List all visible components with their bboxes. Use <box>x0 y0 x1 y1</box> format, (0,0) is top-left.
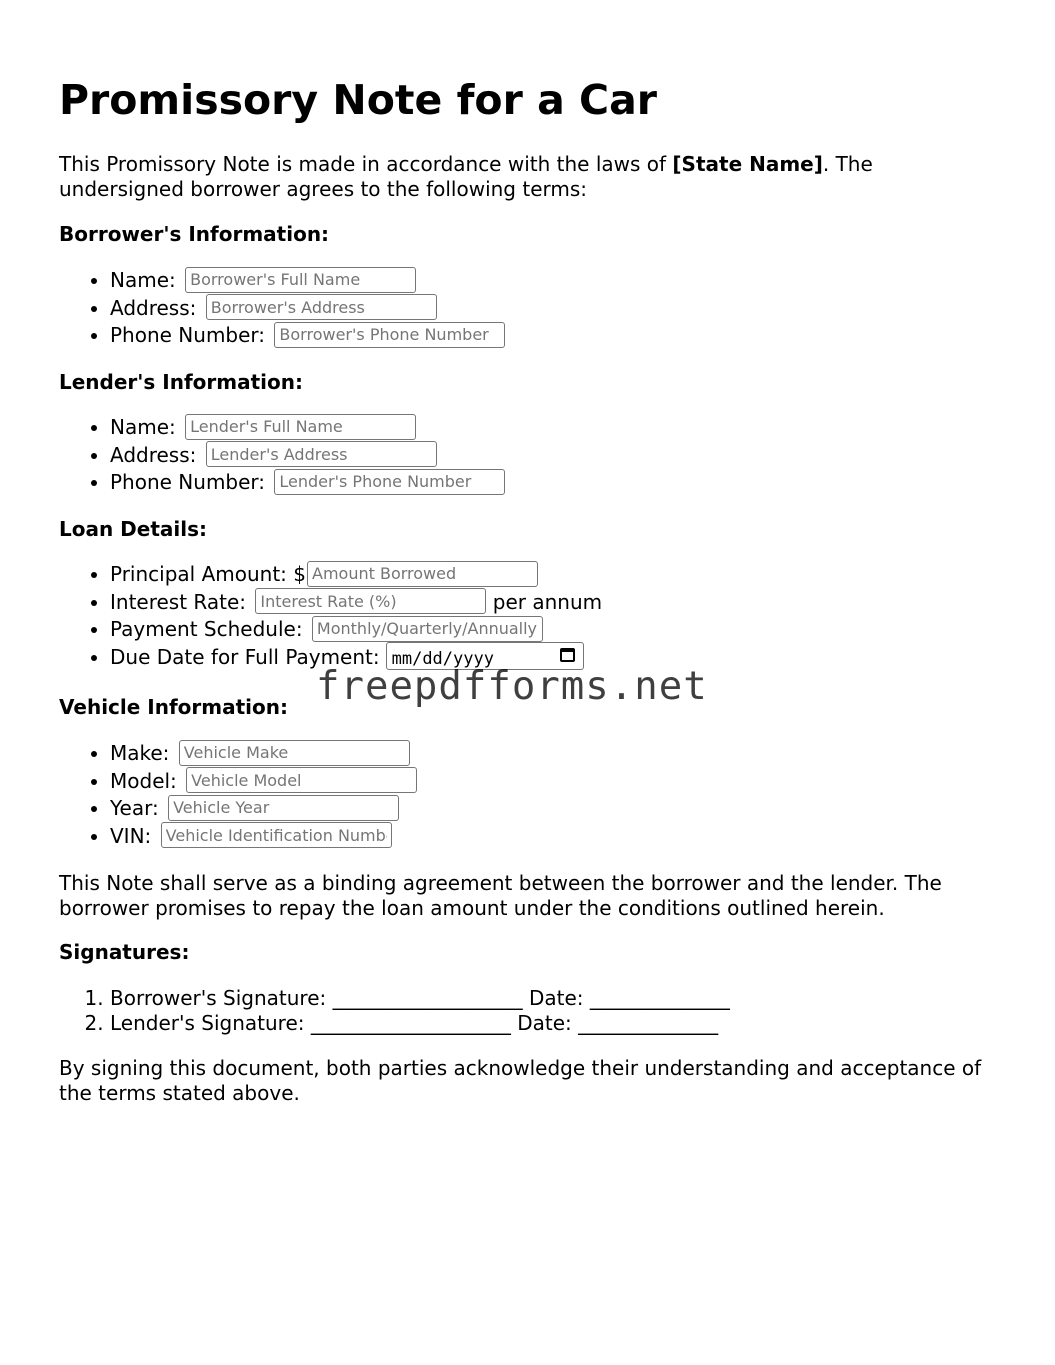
loan-list <box>59 561 602 672</box>
lender-name-label: Name: <box>110 415 176 439</box>
vin-input[interactable] <box>161 822 392 848</box>
borrower-address-item <box>110 295 505 323</box>
watermark-text: freepdfforms.net <box>316 664 708 709</box>
borrower-phone-input[interactable] <box>274 322 505 348</box>
lender-name-item <box>110 414 505 442</box>
model-input[interactable] <box>186 767 417 793</box>
page-title: Promissory Note for a Car <box>59 76 657 124</box>
borrower-phone-item <box>110 322 505 350</box>
interest-input[interactable] <box>255 588 486 614</box>
principal-item <box>110 561 602 589</box>
borrower-name-label: Name: <box>110 268 176 292</box>
lender-heading: Lender's Information: <box>59 370 303 394</box>
make-label: Make: <box>110 741 170 765</box>
lender-phone-item <box>110 469 505 497</box>
lender-phone-label: Phone Number: <box>110 470 266 494</box>
due-date-label: Due Date for Full Payment: <box>110 644 380 669</box>
borrower-signature-line: 1. Borrower's Signature: ___________________ Date: ______________ <box>110 986 730 1011</box>
vehicle-list <box>59 740 417 850</box>
year-item <box>110 795 417 823</box>
year-input[interactable] <box>168 795 399 821</box>
schedule-label: Payment Schedule: <box>110 617 303 641</box>
schedule-item <box>110 616 602 644</box>
state-name: [State Name] <box>672 152 823 176</box>
calendar-icon[interactable] <box>560 648 575 662</box>
borrower-address-input[interactable] <box>206 294 437 320</box>
borrower-list <box>59 267 505 350</box>
borrower-address-label: Address: <box>110 295 197 320</box>
year-label: Year: <box>110 796 159 820</box>
model-item <box>110 768 417 796</box>
model-label: Model: <box>110 768 177 793</box>
lender-address-label: Address: <box>110 442 197 467</box>
lender-name-input[interactable] <box>185 414 416 440</box>
lender-phone-input[interactable] <box>274 469 505 495</box>
borrower-name-input[interactable] <box>185 267 416 293</box>
loan-heading: Loan Details: <box>59 517 208 541</box>
borrower-name-item <box>110 267 505 295</box>
signatures-heading: Signatures: <box>59 940 190 964</box>
principal-label: Principal Amount: $ <box>110 562 306 586</box>
signatures-list <box>59 986 730 1036</box>
closing-paragraph: By signing this document, both parties acknowledge their understanding and acceptance of the terms stated above. <box>59 1056 982 1105</box>
make-input[interactable] <box>179 740 410 766</box>
borrower-phone-label: Phone Number: <box>110 323 266 347</box>
intro-text-before: This Promissory Note is made in accordance with the laws of <box>59 152 673 176</box>
intro-text-after: . The undersigned borrower agrees to the following terms: <box>59 152 873 201</box>
interest-item <box>110 589 602 617</box>
vin-item <box>110 823 417 851</box>
due-date-format: mm/dd/yyyy <box>391 649 494 669</box>
vin-label: VIN: <box>110 823 152 848</box>
intro-paragraph <box>59 152 999 202</box>
schedule-input[interactable] <box>312 616 543 642</box>
interest-label: Interest Rate: <box>110 589 247 614</box>
binding-paragraph: This Note shall serve as a binding agreement between the borrower and the lender. The borrower promises to repay the loan amount under the conditions outlined herein. <box>59 871 942 920</box>
principal-input[interactable] <box>307 561 538 587</box>
interest-suffix: per annum <box>492 589 603 614</box>
lender-address-item <box>110 442 505 470</box>
vehicle-heading: Vehicle Information: <box>59 695 288 719</box>
lender-signature-line: 2. Lender's Signature: ____________________ Date: ______________ <box>110 1011 730 1036</box>
lender-list <box>59 414 505 497</box>
lender-address-input[interactable] <box>206 441 437 467</box>
borrower-heading: Borrower's Information: <box>59 222 330 246</box>
make-item <box>110 740 417 768</box>
